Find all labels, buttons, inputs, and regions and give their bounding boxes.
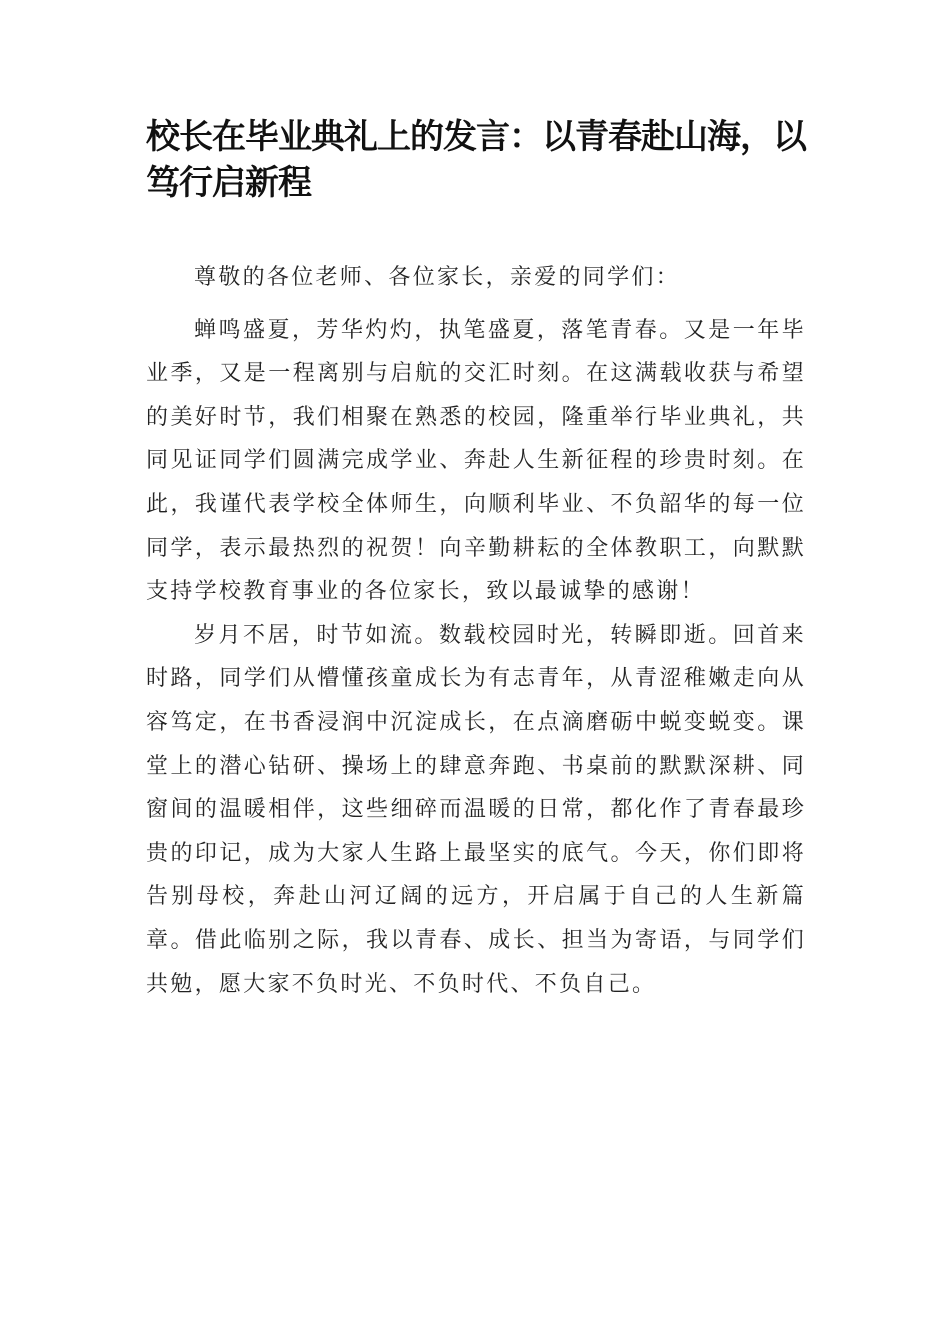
document-title: 校长在毕业典礼上的发言：以青春赴山海，以笃行启新程 [146, 117, 806, 203]
document-body [146, 256, 806, 1006]
paragraph-2: 岁月不居，时节如流。数载校园时光，转瞬即逝。回首来时路，同学们从懵懂孩童成长为有志青年，从青涩稚嫩走向从容笃定，在书香浸润中沉淀成长，在点滴磨砺中蜕变蜕变。课堂上的潜心钻研、操场上的肆意奔跑、书桌前的默默深耕、同窗间的温暖相伴，这些细碎而温暖的日常，都化作了青春最珍贵的印记，成为大家人生路上最坚实的底气。今天，你们即将告别母校，奔赴山河辽阔的远方，开启属于自己的人生新篇章。借此临别之际，我以青春、成长、担当为寄语，与同学们共勉，愿大家不负时光、不负时代、不负自己。 [146, 622, 806, 997]
salutation: 尊敬的各位老师、各位家长，亲爱的同学们： [194, 265, 681, 290]
paragraph-1: 蝉鸣盛夏，芳华灼灼，执笔盛夏，落笔青春。又是一年毕业季，又是一程离别与启航的交汇时刻。在这满载收获与希望的美好时节，我们相聚在熟悉的校园，隆重举行毕业典礼，共同见证同学们圆满完成学业、奔赴人生新征程的珍贵时刻。在此，我谨代表学校全体师生，向顺利毕业、不负韶华的每一位同学，表示最热烈的祝贺！向辛勤耕耘的全体教职工，向默默支持学校教育事业的各位家长，致以最诚挚的感谢！ [146, 317, 806, 605]
